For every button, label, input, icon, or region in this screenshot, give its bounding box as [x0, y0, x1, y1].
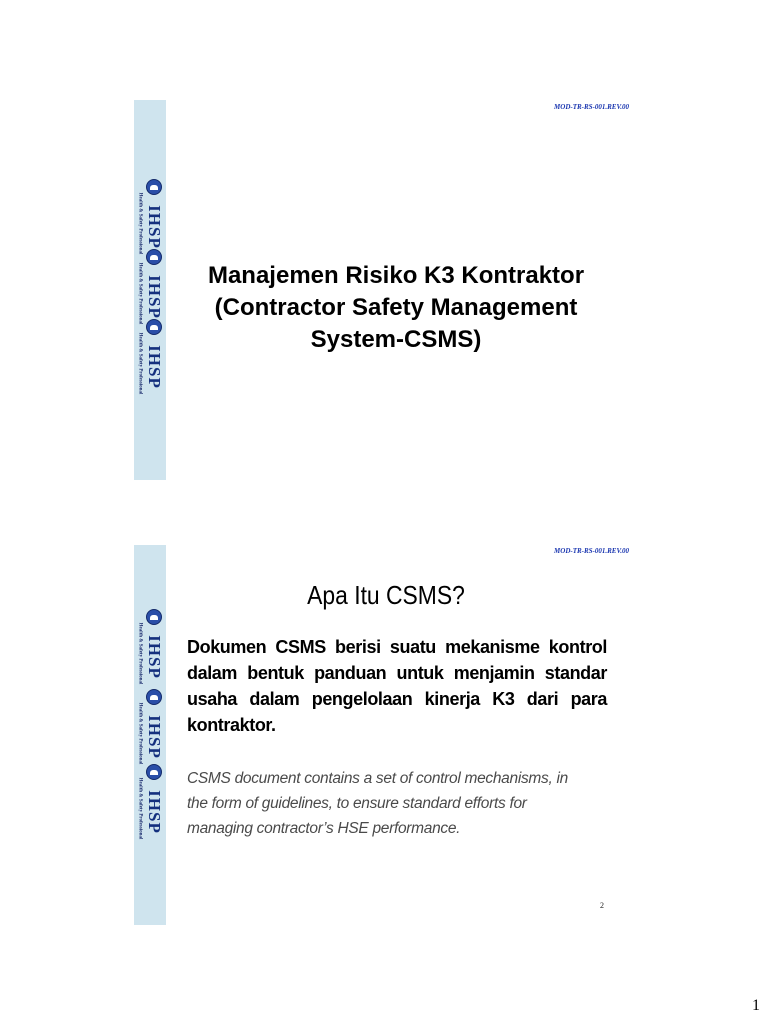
emblem-icon	[146, 689, 162, 705]
logo-word: IHSP	[145, 790, 164, 834]
paragraph-line: usaha dalam pengelolaan kinerja K3 dari para	[187, 689, 607, 709]
emblem-icon	[146, 764, 162, 780]
paragraph-line: kontraktor.	[187, 715, 276, 735]
slide-1	[134, 100, 634, 480]
slide-heading: Apa Itu CSMS?	[307, 580, 465, 610]
paragraph-line: dalam bentuk panduan untuk menjamin standar	[187, 663, 607, 683]
indonesian-paragraph	[187, 634, 607, 738]
slide-title	[186, 260, 606, 356]
slide-number: 2	[600, 901, 604, 910]
logo-tagline: Health & Safety Professional	[137, 622, 143, 684]
ihsp-logo-icon	[134, 315, 166, 411]
title-line: (Contractor Safety Management	[214, 294, 578, 321]
english-paragraph	[187, 766, 617, 841]
paragraph-line: managing contractor’s HSE performance.	[187, 820, 461, 837]
document-code: MOD-TR-RS-001.REV.00	[554, 547, 629, 555]
emblem-icon	[146, 319, 162, 335]
slide-sidebar	[134, 545, 166, 925]
emblem-icon	[146, 249, 162, 265]
logo-tagline: Health & Safety Professional	[137, 192, 143, 254]
logo-word: IHSP	[145, 275, 164, 319]
logo-word: IHSP	[145, 345, 164, 389]
logo-word: IHSP	[145, 635, 164, 679]
emblem-icon	[146, 179, 162, 195]
logo-tagline: Health & Safety Professional	[137, 262, 143, 324]
title-line: System-CSMS)	[310, 326, 482, 353]
logo-tagline: Health & Safety Professional	[137, 702, 143, 764]
emblem-icon	[146, 609, 162, 625]
slide-2	[134, 545, 634, 925]
paragraph-line: the form of guidelines, to ensure standard efforts for	[187, 795, 527, 812]
title-line: Manajemen Risiko K3 Kontraktor	[207, 262, 585, 289]
logo-tagline: Health & Safety Professional	[137, 777, 143, 839]
page-number: 1	[752, 997, 760, 1014]
logo-word: IHSP	[145, 205, 164, 249]
paragraph-line: CSMS document contains a set of control mechanisms, in	[187, 770, 568, 787]
ihsp-logo-icon	[134, 760, 166, 856]
paragraph-line: Dokumen CSMS berisi suatu mekanisme kontrol	[187, 637, 607, 657]
document-code: MOD-TR-RS-001.REV.00	[554, 103, 629, 111]
logo-tagline: Health & Safety Professional	[137, 332, 143, 394]
slide-sidebar	[134, 100, 166, 480]
logo-word: IHSP	[145, 715, 164, 759]
